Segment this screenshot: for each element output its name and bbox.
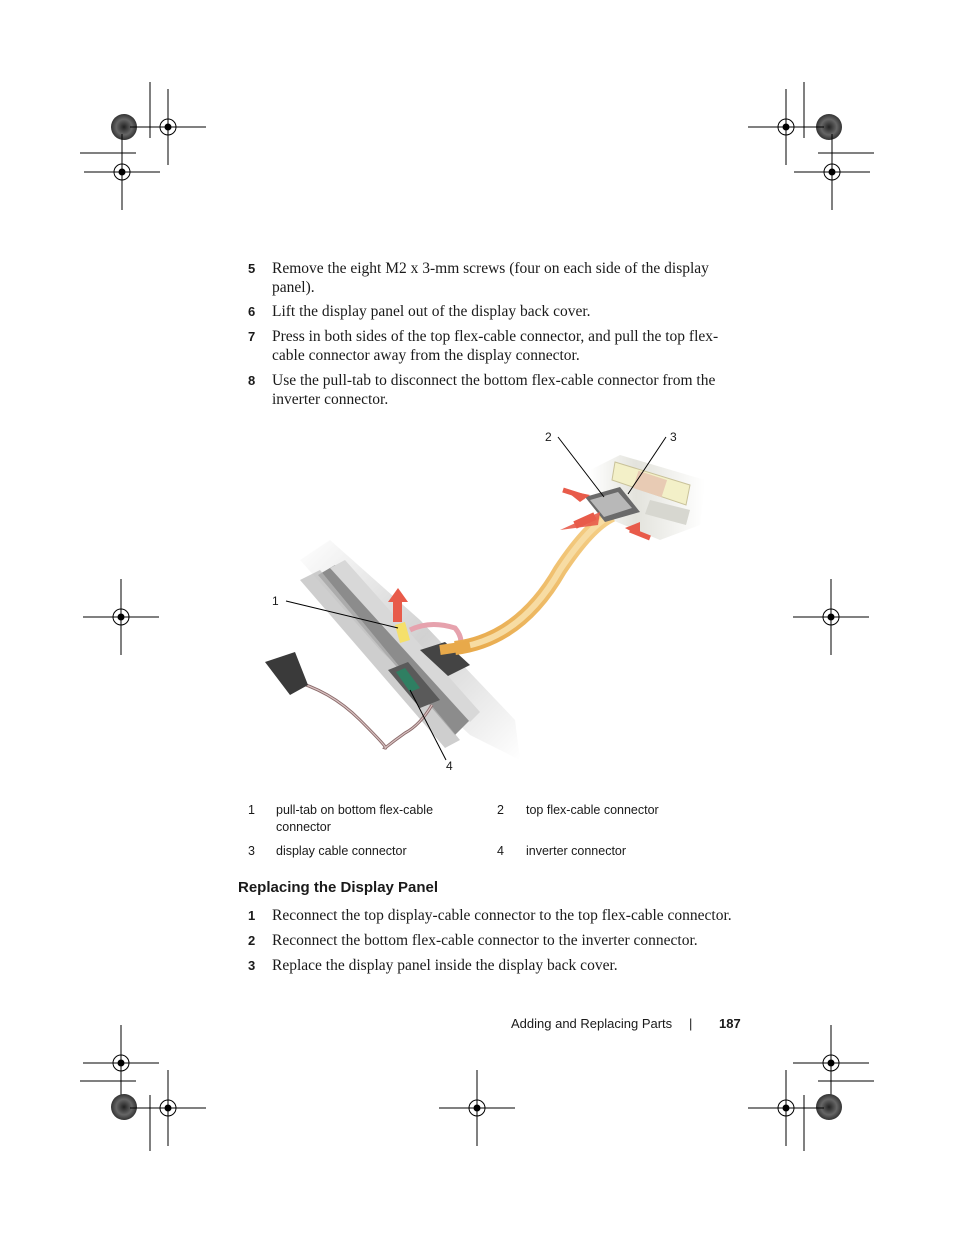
step-text: Reconnect the bottom flex-cable connector to the inverter connector. — [272, 932, 698, 949]
callout-label: 2 — [545, 430, 552, 444]
step-number: 7 — [248, 329, 256, 344]
legend-text: display cable connector — [276, 844, 407, 858]
step-number: 5 — [248, 261, 256, 276]
callout-label: 3 — [670, 430, 677, 444]
step-text: Use the pull-tab to disconnect the bottom flex-cable connector from the inverter connector. — [272, 372, 716, 408]
step-text: Lift the display panel out of the display back cover. — [272, 303, 591, 320]
step-number: 2 — [248, 933, 256, 948]
step-number: 6 — [248, 304, 256, 319]
legend-number: 2 — [497, 803, 504, 817]
footer-section-title: Adding and Replacing Parts — [511, 1016, 673, 1031]
step-text: Remove the eight M2 x 3-mm screws (four on each side of the display panel). — [272, 260, 709, 296]
legend-number: 1 — [248, 803, 255, 817]
step-text: Press in both sides of the top flex-cable connector, and pull the top flex-cable connector away from the display connector. — [272, 328, 719, 364]
legend-text: pull-tab on bottom flex-cable connector — [276, 803, 434, 834]
step-number: 3 — [248, 958, 256, 973]
callout-label: 4 — [446, 759, 453, 773]
section-heading: Replacing the Display Panel — [238, 879, 439, 896]
step-number: 8 — [248, 373, 256, 388]
legend-number: 4 — [497, 844, 504, 858]
step-text: Reconnect the top display-cable connector to the top flex-cable connector. — [272, 907, 732, 924]
page-number: 187 — [719, 1016, 741, 1031]
step-number: 1 — [248, 908, 256, 923]
footer-separator: | — [689, 1016, 693, 1031]
legend-text: top flex-cable connector — [526, 803, 659, 817]
step-text: Replace the display panel inside the display back cover. — [272, 957, 618, 974]
legend-text: inverter connector — [526, 844, 627, 858]
legend-number: 3 — [248, 844, 255, 858]
callout-label: 1 — [272, 594, 279, 608]
